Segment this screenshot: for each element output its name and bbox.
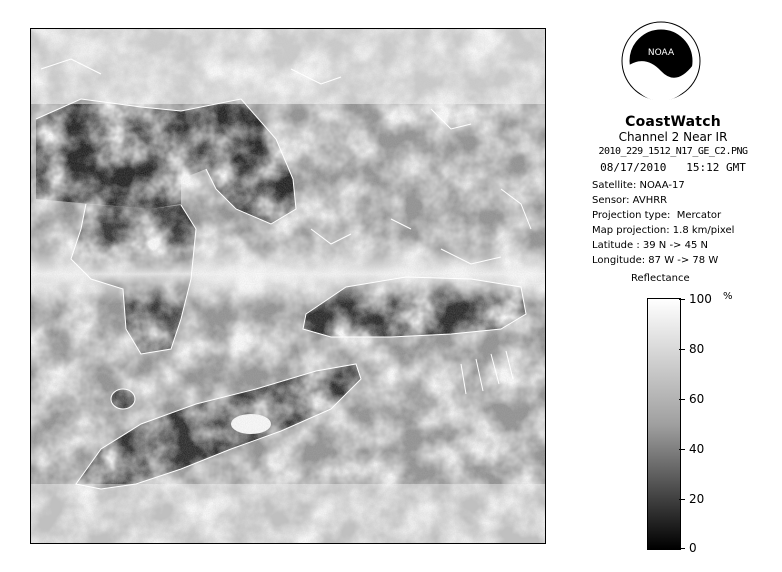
legend-tick-label: 40	[689, 442, 705, 456]
projection-type-label: Projection type: Mercator	[592, 210, 722, 221]
longitude-label: Longitude: 87 W -> 78 W	[592, 255, 719, 266]
sensor-label: Sensor: AVHRR	[592, 195, 668, 206]
logo-text: NOAA	[647, 48, 675, 58]
time-label: 15:12 GMT	[686, 161, 746, 174]
legend-tick-label: 80	[689, 342, 705, 356]
noaa-logo	[621, 21, 701, 101]
satellite-map-svg	[31, 29, 545, 543]
filename-label: 2010_229_1512_N17_GE_C2.PNG	[598, 146, 748, 157]
legend-tick-label: 100	[689, 292, 712, 306]
satellite-label: Satellite: NOAA-17	[592, 180, 685, 191]
legend-title: Reflectance	[631, 273, 690, 284]
latitude-label: Latitude : 39 N -> 45 N	[592, 240, 708, 251]
legend-tick	[679, 449, 685, 450]
satellite-image	[30, 28, 546, 544]
legend-tick	[679, 548, 685, 549]
datetime-label	[566, 161, 780, 174]
legend-tick-label: 60	[689, 392, 705, 406]
legend-tick-label: 20	[689, 492, 705, 506]
legend-tick	[679, 349, 685, 350]
reflectance-color-bar	[647, 298, 681, 550]
channel-label: Channel 2 Near IR	[618, 130, 728, 144]
map-projection-label: Map projection: 1.8 km/pixel	[592, 225, 735, 236]
legend-tick-label: 0	[689, 541, 697, 555]
legend-tick	[679, 299, 685, 300]
date-label: 08/17/2010	[600, 161, 667, 174]
legend-tick	[679, 399, 685, 400]
app-title: CoastWatch	[625, 114, 721, 130]
legend-tick	[679, 499, 685, 500]
legend-unit: %	[723, 291, 733, 302]
